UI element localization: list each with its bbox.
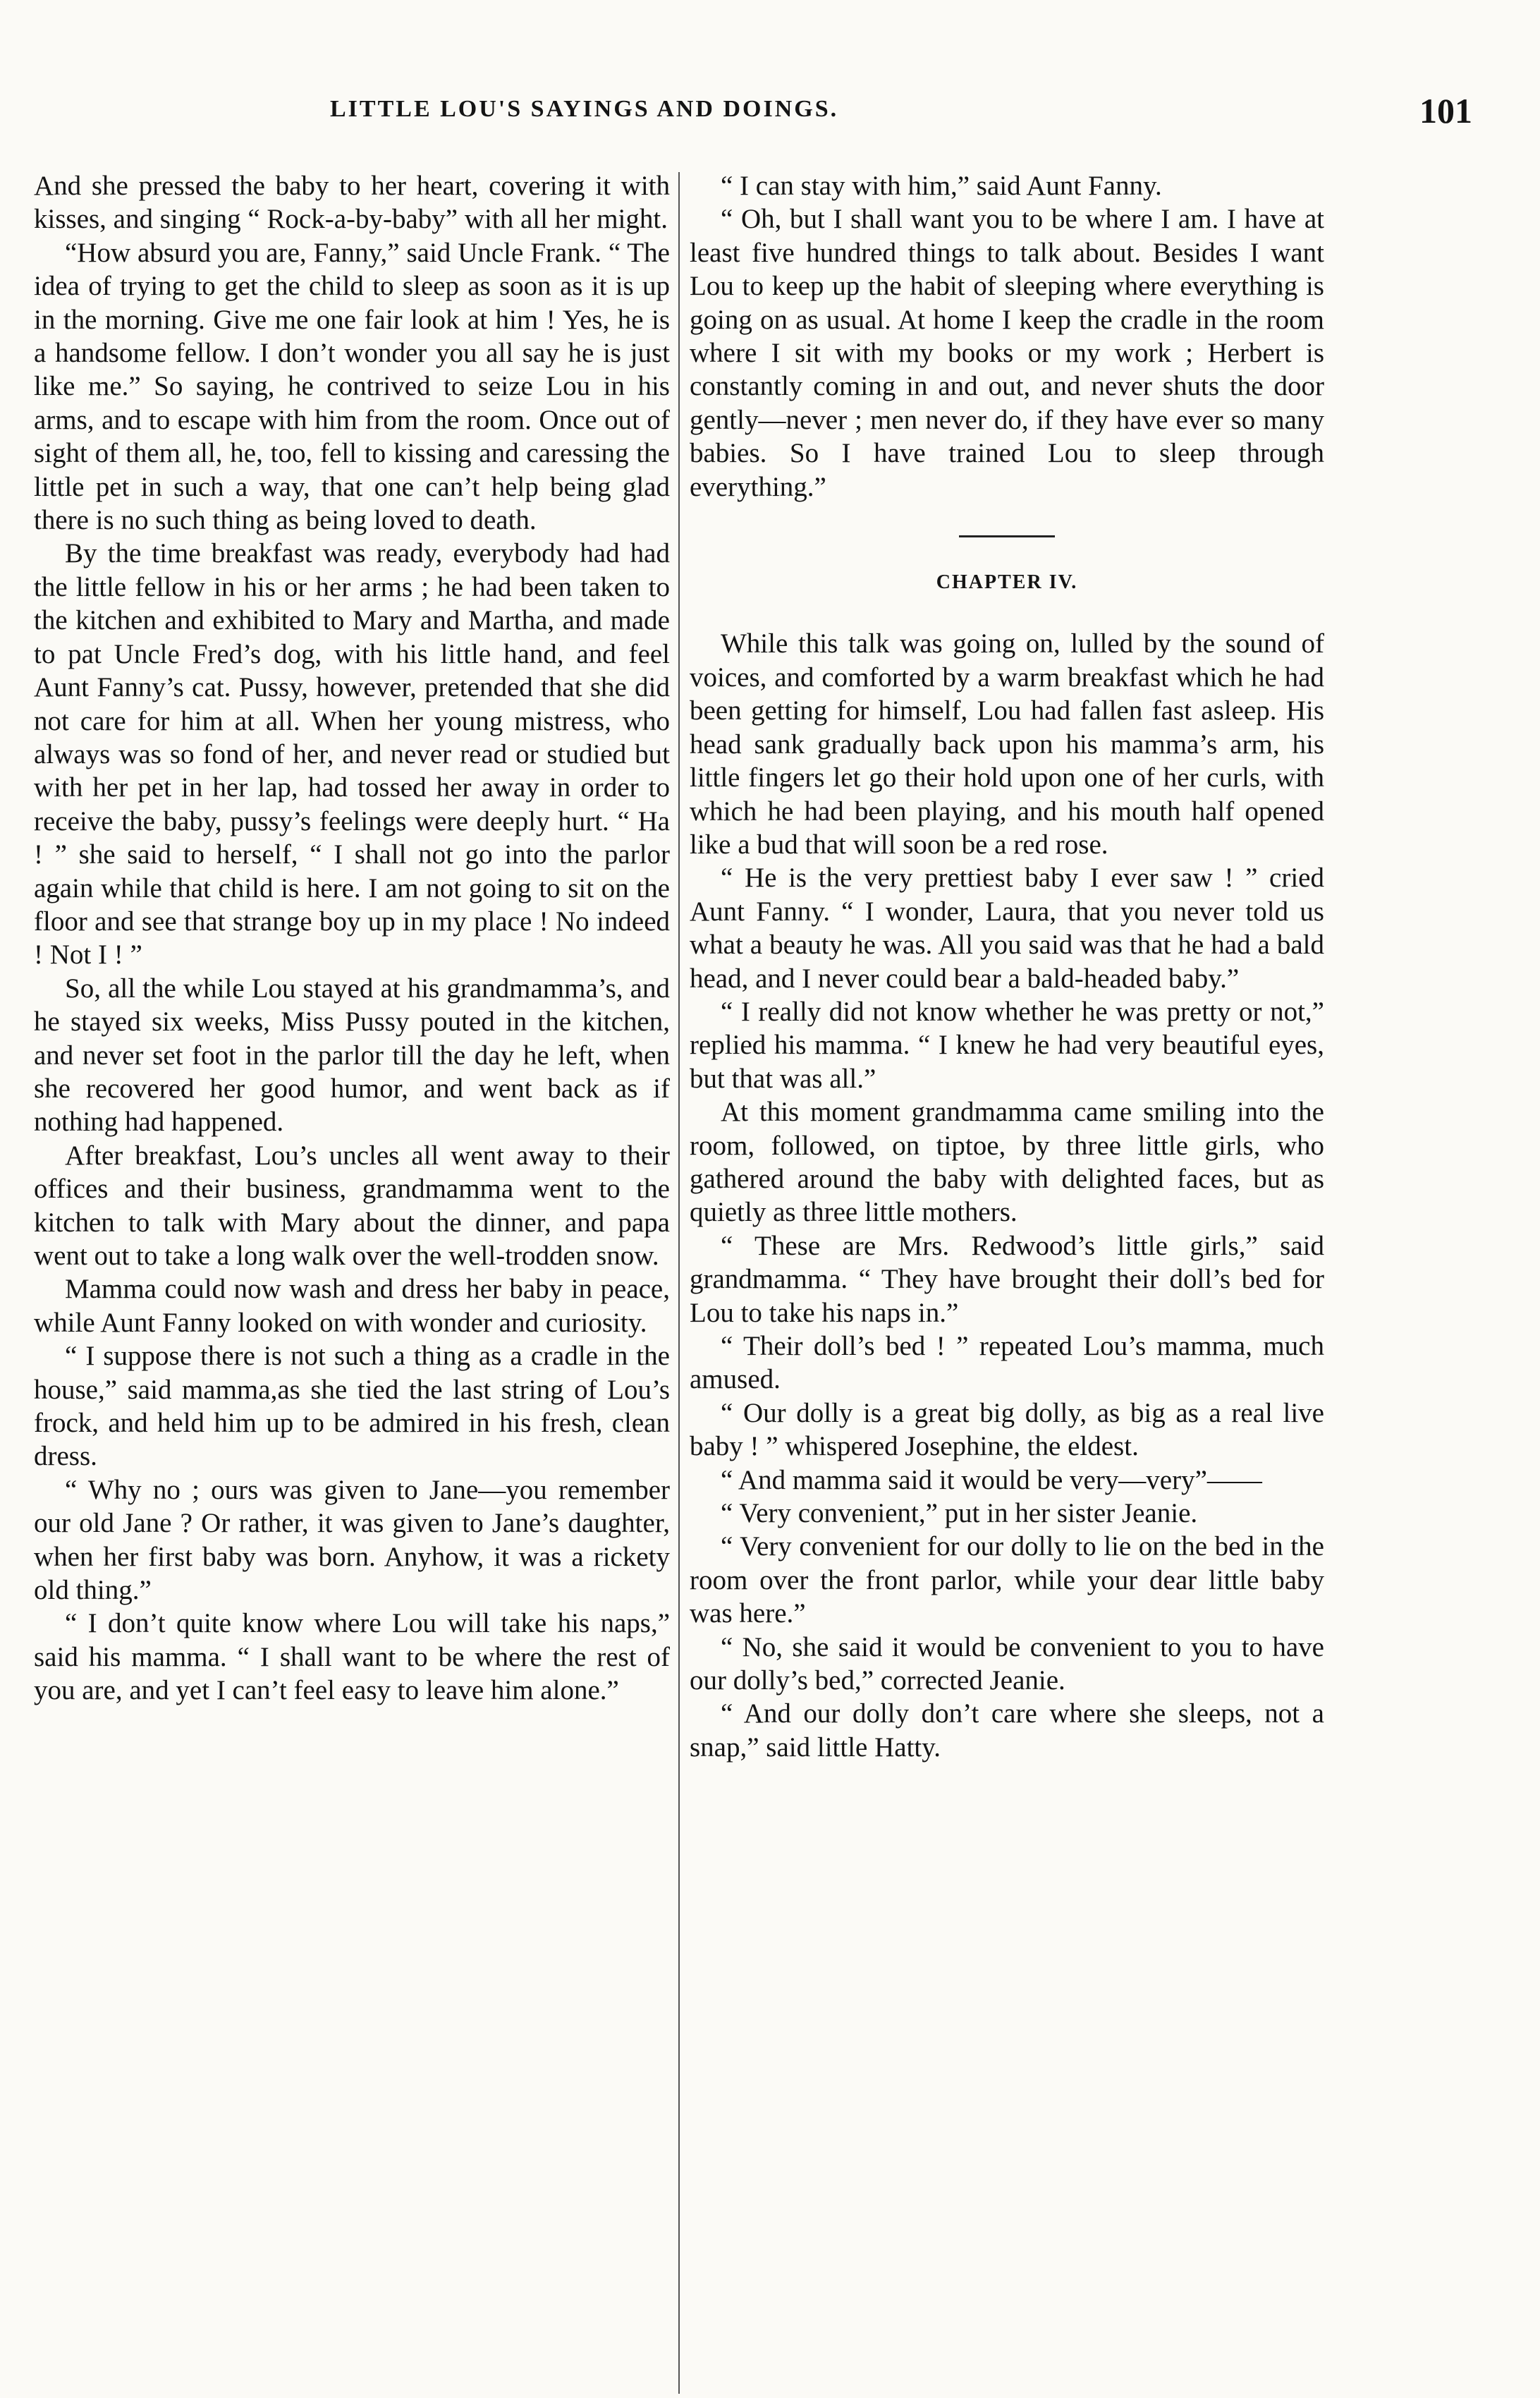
paragraph: “ And mamma said it would be very—very”—— bbox=[721, 1464, 1262, 1495]
page-number: 101 bbox=[1419, 91, 1472, 130]
left-column bbox=[34, 169, 670, 1708]
paragraph: “ I don’t quite know where Lou will take his naps,” said his mamma. “ I shall want to be where the rest of you are, and yet I can’t feel easy to leave him alone.” bbox=[34, 1608, 670, 1706]
running-title: LITTLE LOU'S SAYINGS AND DOINGS. bbox=[330, 96, 839, 122]
running-head bbox=[34, 90, 1472, 140]
column-divider bbox=[678, 172, 680, 2394]
paragraph: “ And our dolly don’t care where she sleeps, not a snap,” said little Hatty. bbox=[690, 1698, 1324, 1763]
chapter-heading: CHAPTER IV. bbox=[936, 571, 1078, 594]
paragraph: “ Our dolly is a great big dolly, as big as a real live baby ! ” whispered Josephine, the eldest. bbox=[690, 1397, 1324, 1462]
paragraph: “ I suppose there is not such a thing as a cradle in the house,” said mamma,as she tied the last string of Lou’s frock, and held him up to be admired in his fresh, clean dress. bbox=[34, 1341, 670, 1472]
paragraph: And she pressed the baby to her heart, covering it with kisses, and singing “ Rock-a-by-baby” with all her might. bbox=[34, 171, 670, 235]
paragraph: After breakfast, Lou’s uncles all went away to their offices and their business, grandmamma went to the kitchen to talk with Mary about the dinner, and papa went out to take a long walk over the well-trodden snow. bbox=[34, 1140, 670, 1271]
paragraph: “How absurd you are, Fanny,” said Uncle Frank. “ The idea of trying to get the child to sleep as soon as it is up in the morning. Give me one fair look at him ! Yes, he is a handsome fellow. I don’t wonder you all say he is just like me.” So saying, he contrived to seize Lou in his arms, and to escape with him from the room. Once out of sight of them all, he, too, fell to kissing and caressing the little pet in such a way, that one can’t help being glad there is no such thing as being loved to death. bbox=[34, 237, 670, 536]
paragraph: “ I really did not know whether he was pretty or not,” replied his mamma. “ I knew he had very beautiful eyes, but that was all.” bbox=[690, 996, 1324, 1094]
right-column bbox=[690, 169, 1324, 1764]
paragraph: “ No, she said it would be convenient to you to have our dolly’s bed,” corrected Jeanie. bbox=[690, 1631, 1324, 1696]
section-rule bbox=[959, 535, 1055, 537]
paragraph: “ These are Mrs. Redwood’s little girls,” said grandmamma. “ They have brought their doll’s bed for Lou to take his naps in.” bbox=[690, 1230, 1324, 1328]
paragraph: By the time breakfast was ready, everybody had had the little fellow in his or her arms ; he had been taken to the kitchen and exhibited to Mary and Martha, and made to pat Uncle Fred’s dog, with his little hand, and feel Aunt Fanny’s cat. Pussy, however, pretended that she did not care for him at all. When her young mistress, who always was so fond of her, and never read or studied but with her pet in her lap, had tossed her away in order to receive the baby, pussy’s feelings were deeply hurt. “ Ha ! ” she said to herself, “ I shall not go into the parlor again while that child is here. I am not going to sit on the floor and see that strange boy up in my place ! No indeed ! Not I ! ” bbox=[34, 538, 670, 970]
paragraph: “ Very convenient,” put in her sister Jeanie. bbox=[721, 1498, 1198, 1529]
paragraph: “ Oh, but I shall want you to be where I am. I have at least five hundred things to talk about. Besides I want Lou to keep up the habit of sleeping where everything is going on as usual. At home I keep the cradle in the room where I sit with my books or my work ; Herbert is constantly coming in and out, and never shuts the door gently—never ; men never do, if they have ever so many babies. So I have trained Lou to sleep through everything.” bbox=[690, 204, 1324, 502]
paragraph: “ Very convenient for our dolly to lie on the bed in the room over the front parlor, while your dear little baby was here.” bbox=[690, 1531, 1324, 1629]
paragraph: “ Their doll’s bed ! ” repeated Lou’s mamma, much amused. bbox=[690, 1331, 1324, 1395]
paragraph: “ He is the very prettiest baby I ever saw ! ” cried Aunt Fanny. “ I wonder, Laura, that you never told us what a beauty he was. All you said was that he had a bald head, and I never could bear a bald-headed baby.” bbox=[690, 863, 1324, 994]
paragraph: “ Why no ; ours was given to Jane—you remember our old Jane ? Or rather, it was given to Jane’s daughter, when her first baby was born. Anyhow, it was a rickety old thing.” bbox=[34, 1474, 670, 1606]
paragraph: At this moment grandmamma came smiling into the room, followed, on tiptoe, by three little girls, who gathered around the baby with delighted faces, but as quietly as three little mothers. bbox=[690, 1097, 1324, 1228]
paragraph: While this talk was going on, lulled by the sound of voices, and comforted by a warm breakfast which he had been getting for himself, Lou had fallen fast asleep. His head sank gradually back upon his mamma’s arm, his little fingers let go their hold upon one of her curls, with which he had been playing, and his mouth half opened like a bud that will soon be a red rose. bbox=[690, 628, 1324, 860]
paragraph: Mamma could now wash and dress her baby in peace, while Aunt Fanny looked on with wonder and curiosity. bbox=[34, 1274, 670, 1338]
paragraph: So, all the while Lou stayed at his grandmamma’s, and he stayed six weeks, Miss Pussy pouted in the kitchen, and never set foot in the parlor till the day he left, when she recovered her good humor, and went back as if nothing had happened. bbox=[34, 973, 670, 1138]
paragraph: “ I can stay with him,” said Aunt Fanny. bbox=[721, 171, 1162, 201]
